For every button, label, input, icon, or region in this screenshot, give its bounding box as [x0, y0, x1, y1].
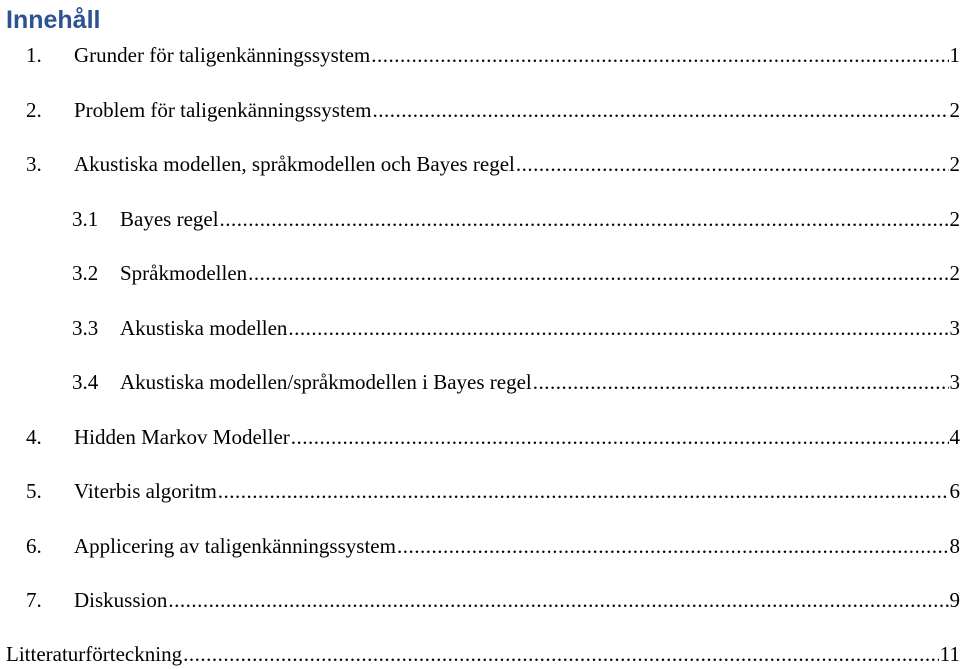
toc-dot-leader	[168, 586, 948, 614]
toc-entry-number: 7.	[26, 588, 42, 612]
toc-entry-6[interactable]	[26, 532, 960, 560]
toc-entry-page: 11	[939, 642, 960, 666]
toc-entry-number: 5.	[26, 479, 42, 503]
toc-entry-number: 1.	[26, 43, 42, 67]
toc-dot-leader	[371, 41, 948, 69]
toc-entry-number: 3.3	[72, 316, 99, 340]
toc-entry-number: 6.	[26, 534, 42, 558]
toc-entry-3-4[interactable]	[72, 368, 960, 396]
toc-dot-leader	[397, 532, 949, 560]
toc-entry-3-2[interactable]	[72, 259, 960, 287]
toc-entry-page: 4	[949, 425, 960, 449]
toc-dot-leader	[288, 314, 948, 342]
toc-entry-page: 6	[949, 479, 960, 503]
toc-entry-3-1[interactable]	[72, 205, 960, 233]
toc-entry-3[interactable]	[26, 150, 960, 178]
toc-entry-title: Applicering av taligenkänningssystem	[74, 534, 396, 558]
toc-entry-title: Litteraturförteckning	[6, 642, 183, 666]
toc-entry-title: Hidden Markov Modeller	[74, 425, 290, 449]
toc-heading: Innehåll	[6, 6, 101, 34]
toc-entry-title: Akustiska modellen	[120, 316, 288, 340]
toc-entry-7[interactable]	[26, 586, 960, 614]
toc-entry-number: 3.1	[72, 207, 99, 231]
toc-entry-1[interactable]	[26, 41, 960, 69]
toc-entry-title: Problem för taligenkänningssystem	[74, 98, 372, 122]
toc-entry-title: Språkmodellen	[120, 261, 248, 285]
toc-dot-leader	[533, 368, 949, 396]
toc-entry-number: 3.	[26, 152, 42, 176]
toc-dot-leader	[218, 477, 949, 505]
toc-entry-5[interactable]	[26, 477, 960, 505]
toc-dot-leader	[291, 423, 949, 451]
toc-dot-leader	[220, 205, 949, 233]
toc-dot-leader	[372, 96, 948, 124]
toc-entry-page: 3	[949, 370, 960, 394]
toc-entry-page: 1	[949, 43, 960, 67]
toc-entry-page: 3	[949, 316, 960, 340]
toc-entry-title: Akustiska modellen/språkmodellen i Bayes regel	[120, 370, 532, 394]
toc-entry-title: Diskussion	[74, 588, 168, 612]
toc-entry-number: 3.4	[72, 370, 99, 394]
toc-entry-page: 2	[949, 98, 960, 122]
toc-entry-4[interactable]	[26, 423, 960, 451]
toc-dot-leader	[183, 640, 939, 668]
toc-entry-title: Viterbis algoritm	[74, 479, 217, 503]
toc-entry-number: 2.	[26, 98, 42, 122]
toc-entry-page: 2	[949, 207, 960, 231]
toc-entry-page: 2	[949, 152, 960, 176]
toc-entry-title: Bayes regel	[120, 207, 219, 231]
toc-entry-title: Akustiska modellen, språkmodellen och Bayes regel	[74, 152, 515, 176]
toc-entry-3-3[interactable]	[72, 314, 960, 342]
toc-entry-references[interactable]	[6, 640, 960, 668]
toc-entry-number: 4.	[26, 425, 42, 449]
toc-entry-title: Grunder för taligenkänningssystem	[74, 43, 371, 67]
toc-entry-2[interactable]	[26, 96, 960, 124]
toc-dot-leader	[516, 150, 949, 178]
toc-entry-page: 8	[949, 534, 960, 558]
toc-dot-leader	[248, 259, 948, 287]
toc-entry-page: 9	[949, 588, 960, 612]
toc-entry-number: 3.2	[72, 261, 99, 285]
toc-entry-page: 2	[949, 261, 960, 285]
